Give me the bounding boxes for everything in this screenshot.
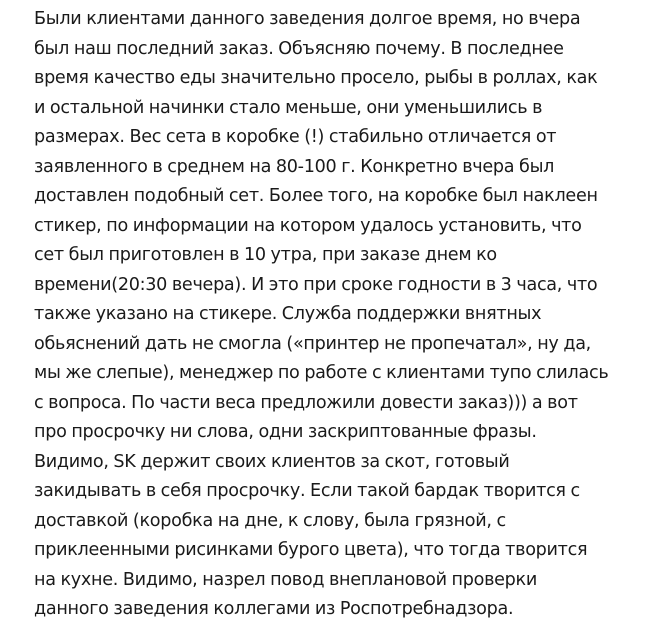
review-line: с вопроса. По части веса предложили довести заказ))) а вот (34, 392, 578, 413)
review-line: сет был приготовлен в 10 утра, при заказе днем ко (34, 245, 497, 265)
review-line: мы же слепые), менеджер по работе с клиентами тупо слилась (34, 363, 609, 383)
review-line: про просрочку ни слова, одни заскриптованные фразы. (34, 422, 537, 442)
review-line: доставкой (коробка на дне, к слову, была грязной, с (34, 510, 506, 531)
review-line: закидывать в себя просрочку. Если такой бардак творится с (34, 481, 580, 501)
review-line: времени(20:30 вечера). И это при сроке годности в 3 часа, что (34, 274, 598, 295)
review-line: обьяснений дать не смогла («принтер не пропечатал», ну да, (34, 333, 591, 354)
review-line: время качество еды значительно просело, рыбы в роллах, как (34, 68, 598, 88)
review-line: Видимо, SK держит своих клиентов за скот, готовый (34, 451, 510, 472)
review-line: стикер, по информации на котором удалось установить, что (34, 215, 582, 236)
review-line: на кухне. Видимо, назрел повод внеплановой проверки (34, 569, 538, 590)
review-line: также указано на стикере. Служба поддержки внятных (34, 304, 542, 324)
review-line: размерах. Вес сета в коробке (!) стабильно отличается от (34, 127, 557, 147)
review-line: доставлен подобный сет. Более того, на коробке был наклеен (34, 186, 598, 206)
review-text (34, 5, 634, 625)
review-line: и остальной начинки стало меньше, они уменьшились в (34, 97, 543, 118)
review-line: приклеенными рисинками бурого цвета), что тогда творится (34, 540, 588, 560)
review-line: данного заведения коллегами из Роспотребнадзора. (34, 599, 514, 619)
review-line: Были клиентами данного заведения долгое время, но вчера (34, 9, 581, 29)
review-line: заявленного в среднем на 80-100 г. Конкретно вчера был (34, 156, 555, 177)
review-line: был наш последний заказ. Объясняю почему. В последнее (34, 38, 564, 59)
